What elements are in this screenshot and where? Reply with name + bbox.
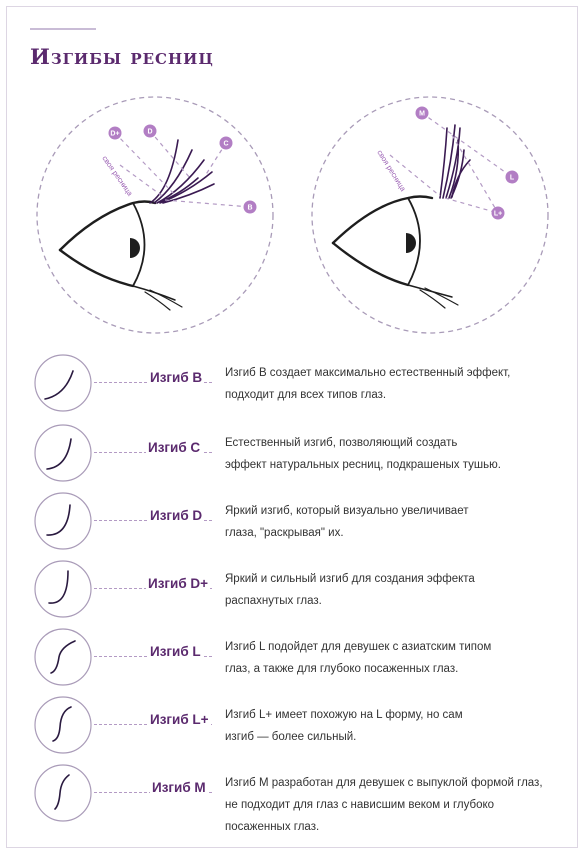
curl-c-label: Изгиб C: [148, 440, 201, 455]
curl-d-plus-icon: [33, 559, 93, 619]
marker-left-4-label: B: [247, 204, 253, 212]
curl-m-label: Изгиб M: [152, 780, 206, 795]
curl-l-plus-icon: [33, 695, 93, 755]
marker-left-2-label: D: [147, 128, 153, 136]
curl-row-b: [0, 350, 586, 414]
eye-diagrams: [0, 0, 586, 345]
iris-right: [406, 233, 416, 253]
iris-left: [130, 238, 140, 258]
page-title: Изгибы ресниц: [30, 44, 214, 69]
curl-m-icon: [33, 763, 93, 823]
curl-m-description: Изгиб M разработан для девушек с выпуклой формой глаз, не подходит для глаз с нависшим веком и глубоко посаженных глаз.: [225, 777, 543, 833]
diagram-right: [312, 97, 548, 333]
marker-left-1-label: D+: [110, 130, 120, 138]
curl-row-m: [0, 760, 586, 833]
marker-left-3-label: C: [223, 140, 229, 148]
curl-row-c: [0, 420, 586, 484]
eye-right: [333, 197, 458, 309]
curl-c-description: Естественный изгиб, позволяющий создать эффект натуральных ресниц, подкрашеных тушью.: [225, 437, 501, 471]
curl-l-description: Изгиб L подойдет для девушек с азиатским типом глаз, а также для глубоко посаженных глаз.: [225, 641, 492, 675]
curl-b-label: Изгиб B: [150, 370, 203, 385]
curl-b-icon: [33, 353, 93, 413]
marker-right-1-label: M: [419, 110, 425, 118]
curl-d-label: Изгиб D: [150, 508, 203, 523]
curl-l-label: Изгиб L: [150, 644, 201, 659]
curl-b-description: Изгиб В создает максимально естественный эффект, подходит для всех типов глаз.: [225, 367, 511, 401]
curl-c-icon: [33, 423, 93, 483]
marker-right-3-label: L+: [493, 210, 503, 218]
curl-d-plus-label: Изгиб D+: [148, 576, 209, 591]
curl-l-plus-description: Изгиб L+ имеет похожую на L форму, но сам изгиб — более сильный.: [225, 709, 463, 743]
diagram-left-side-label: своя ресница: [100, 153, 135, 198]
diagram-right-side-label: своя ресница: [375, 148, 408, 193]
curl-row-d: [0, 488, 586, 552]
eye-left: [60, 202, 182, 311]
curl-row-l-plus: [0, 692, 586, 756]
curl-l-plus-label: Изгиб L+: [150, 712, 209, 727]
curl-d-description: Яркий изгиб, который визуально увеличивает глаза, "раскрывая" их.: [225, 505, 469, 539]
diagram-left: [37, 97, 273, 333]
curl-row-l: [0, 624, 586, 688]
curl-l-icon: [33, 627, 93, 687]
curl-row-d-plus: [0, 556, 586, 620]
curl-d-plus-description: Яркий и сильный изгиб для создания эффекта распахнутых глаз.: [225, 573, 475, 607]
diagram-right-circle: [312, 97, 548, 333]
curl-d-icon: [33, 491, 93, 551]
marker-right-2-label: L: [509, 174, 515, 182]
